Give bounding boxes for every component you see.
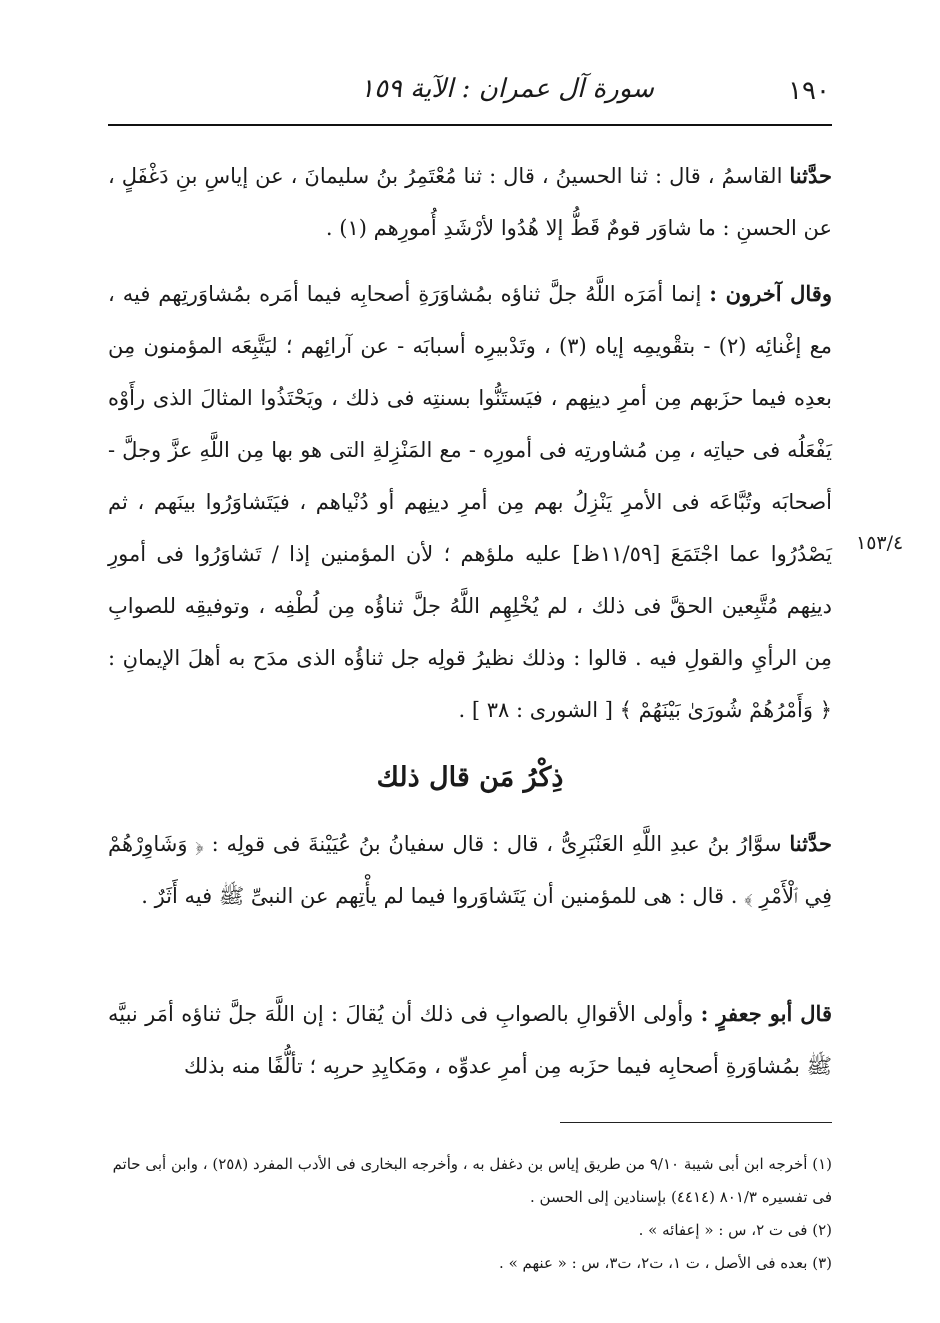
footnote-rule: [560, 1122, 832, 1123]
page-header: [110, 70, 830, 114]
footnotes: [108, 1148, 832, 1280]
header-rule: [108, 124, 832, 126]
paragraph-4-text: وأولى الأقوالِ بالصوابِ فى ذلك أن يُقالَ : إن اللَّهَ جلَّ ثناؤه أمَر نبيَّه ﷺ بمُشاوَرةِ أصحابِه فيما حزَبه مِن أمرِ عدوِّه ، ومَكايِدِ حربِه ؛ تألُّفًا منه بذلك: [108, 1002, 832, 1078]
running-title: سورة آل عمران : الآية ١٥٩: [360, 74, 654, 104]
paragraph-3: [108, 818, 832, 922]
paragraph-2-lead: وقال آخرون :: [709, 281, 832, 306]
paragraph-4: [108, 988, 832, 1092]
footnote-2: (٢) فى ت ٢، س : « إعفائه » .: [638, 1221, 832, 1239]
paragraph-4-lead: قال أبو جعفرٍ :: [700, 1001, 832, 1026]
paragraph-1: [108, 150, 832, 254]
paragraph-3-lead: حدَّثنا: [789, 831, 832, 856]
margin-volume-page-ref: ١٥٣/٤: [856, 532, 904, 554]
paragraph-1-lead: حدَّثنا: [789, 163, 832, 188]
footnote-3: (٣) بعده فى الأصل ، ت ١، ت٢، ت٣، س : « عنهم » .: [499, 1254, 832, 1272]
paragraph-2: [108, 268, 832, 736]
paragraph-1-text: القاسمُ ، قال : ثنا الحسينُ ، قال : ثنا مُعْتَمِرُ بنُ سليمانَ ، عن إياسِ بنِ دَغْفَلٍ ، عن الحسنِ : ما شاوَر قومٌ قَطُّ إلا هُدُوا لأرْشَدِ أُمورِهم (١) .: [108, 164, 832, 240]
footnote-1: (١) أخرجه ابن أبى شيبة ٩/١٠ من طريق إياس بن دغفل به ، وأخرجه البخارى فى الأدب المفرد (٢٥٨) ، وابن أبى حاتم فى تفسيره ٨٠١/٣ (٤٤١٤) بإسنادين إلى الحسن .: [112, 1155, 832, 1206]
paragraph-3-text: سوَّارُ بنُ عبدِ اللَّهِ العَنْبَرِىُّ ، قال : قال سفيانُ بنُ عُيَيْنةَ فى قولِه : ﴿ وَشَاوِرْهُمْ فِي ٱلْأَمْرِ ﴾ . قال : هى للمؤمنين أن يَتَشاوَروا فيما لم يأْتِهم عن النبىِّ ﷺ فيه أَثَرٌ .: [108, 832, 832, 908]
page-number: ١٩٠: [788, 76, 830, 106]
paragraph-2-text: إنما أمَرَه اللَّهُ جلَّ ثناؤه بمُشاوَرَةِ أصحابِه فيما أمَره بمُشاوَرتِهم فيه ، مع إغْنائِه (٢) - بتقْويمِه إياه (٣) ، وتَدْبيرِه أسبابَه - عن آرائِهم ؛ ليَتَّبِعَه المؤمنون مِن بعدِه فيما حزَبهم مِن أمرِ دينِهم ، فيَستَنُّوا بسنتِه فى ذلك ، ويَحْتَذُوا المثالَ الذى رأَوْه يَفْعَلُه فى حياتِه ، مِن مُشاورتِه فى أمورِه - مع المَنْزِلةِ التى هو بها مِن اللَّهِ عزَّ وجلَّ - أصحابَه وتُبَّاعَه فى الأمرِ يَنْزِلُ بهم مِن أمرِ دينِهم أو دُنْياهم ، فيَتَشاوَرُوا بينَهم ، ثم يَصْدُرُوا عما اجْتَمَعَ [١١/٥٩ظ] عليه ملؤهم ؛ لأن المؤمنين إذا / تَشاوَرُوا فى أمورِ دينِهم مُتَّبِعين الحقَّ فى ذلك ، لم يُخْلِهِم اللَّهُ جلَّ ثناؤُه مِن لُطْفِه ، وتوفيقِه للصوابِ مِن الرأيِ والقولِ فيه . قالوا : وذلك نظيرُ قولِه جل ثناؤُه الذى مدَح به أهلَ الإيمانِ : ﴿ وَأَمْرُهُمْ شُورَىٰ بَيْنَهُمْ ﴾ [ الشورى : ٣٨ ] .: [108, 282, 833, 722]
section-heading: ذِكْرُ مَن قال ذلك: [376, 762, 564, 793]
